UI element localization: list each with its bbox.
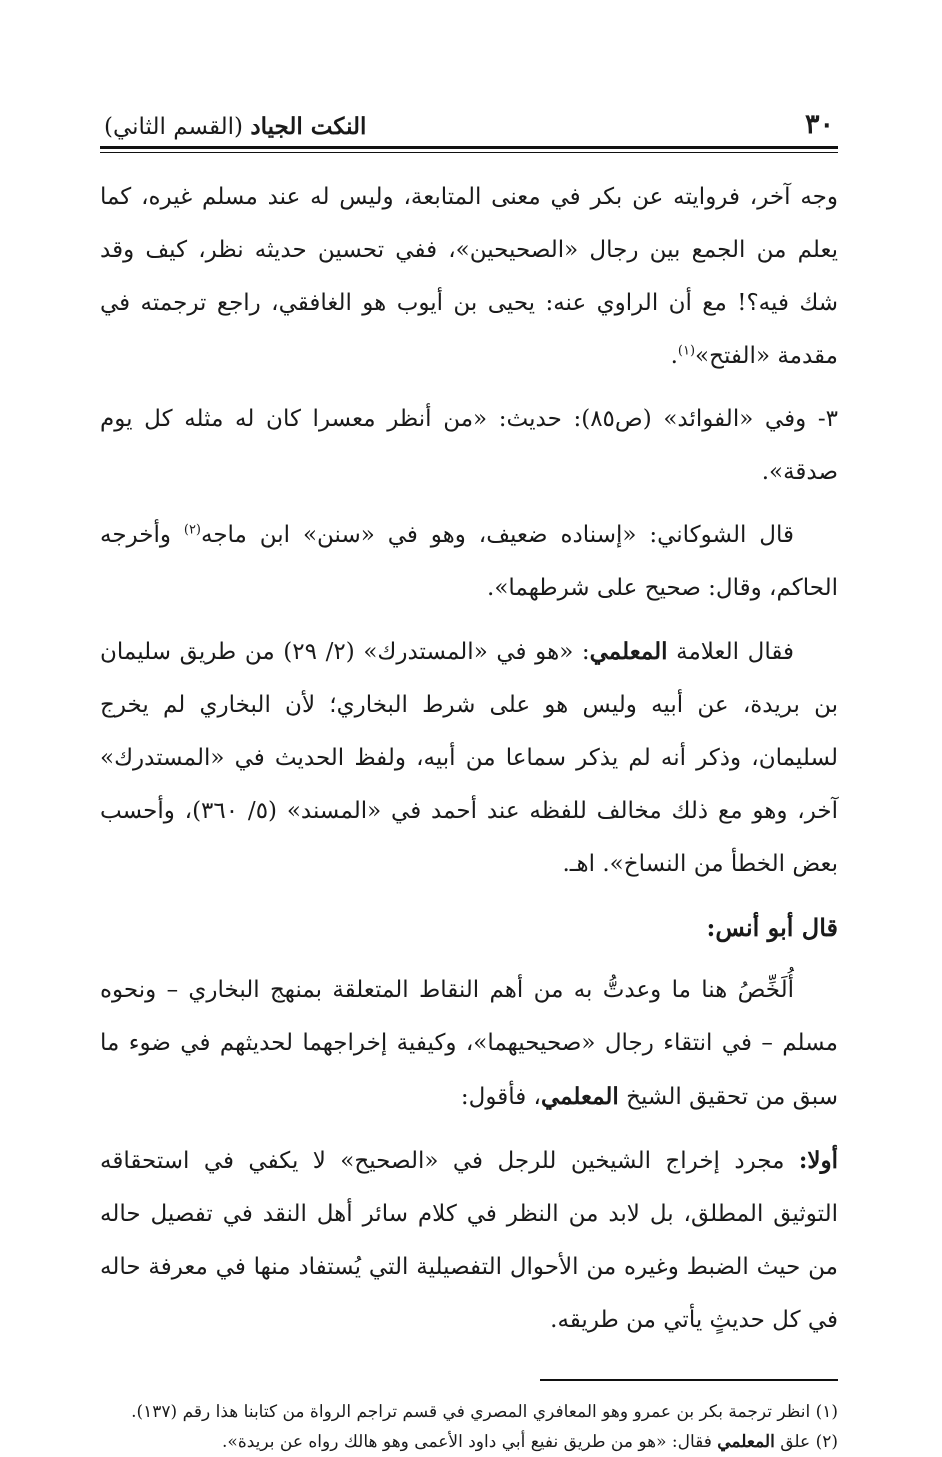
footnote-2 bbox=[100, 1427, 838, 1457]
paragraph-5-text-b: ، فأقول: bbox=[460, 1084, 541, 1110]
paragraph-3 bbox=[100, 509, 838, 615]
paragraph-4 bbox=[100, 625, 838, 891]
footnote-2-name: المعلمي bbox=[717, 1432, 775, 1452]
paragraph-3-text-b: وأخرجه الحاكم، وقال: صحيح على شرطهما». bbox=[100, 522, 838, 601]
paragraph-1-text: وجه آخر، فروايته عن بكر في معنى المتابعة، وليس له عند مسلم غيره، كما يعلم من الجمع بين رجال «الصحيحين»، ففي تحسين حديثه نظر، كيف وقد شك فيه؟! مع أن الراوي عنه: يحيى بن أيوب هو الغافقي، راجع ترجمته في مقدمة «الفتح» bbox=[100, 184, 838, 369]
footnote-ref-2: (٢) bbox=[183, 522, 201, 538]
header-rule-thick bbox=[100, 146, 838, 149]
footnote-1: (١) انظر ترجمة بكر بن عمرو وهو المعافري المصري في قسم تراجم الرواة من كتابنا هذا رقم (١٣٧). bbox=[131, 1402, 838, 1422]
paragraph-6 bbox=[100, 1134, 838, 1347]
paragraph-6-lead: أولا: bbox=[798, 1147, 838, 1174]
page-body bbox=[100, 171, 838, 1347]
section-heading: قال أبو أنس: bbox=[706, 913, 838, 942]
footnote-rule bbox=[540, 1379, 838, 1381]
footnote-ref-1: (١) bbox=[677, 343, 696, 359]
paragraph-1 bbox=[100, 171, 838, 383]
footnotes bbox=[100, 1397, 838, 1457]
running-title-bold: النكت الجياد bbox=[250, 113, 367, 140]
paragraph-3-text-a: قال الشوكاني: «إسناده ضعيف، وهو في «سنن» ابن ماجه bbox=[201, 522, 795, 548]
footnote-2-text-b: فقال: «هو من طريق نفيع أبي داود الأعمى وهو هالك رواه عن بريدة». bbox=[222, 1432, 718, 1452]
paragraph-4-text-a: فقال العلامة bbox=[667, 639, 794, 665]
page-number: ٣٠ bbox=[804, 109, 834, 140]
running-title-rest: (القسم الثاني) bbox=[104, 114, 244, 140]
paragraph-1-end: . bbox=[670, 343, 678, 369]
paragraph-4-text-b: : «هو في «المستدرك» (٢/ ٢٩) من طريق سليمان بن بريدة، عن أبيه وليس هو على شرط البخاري؛ لأن البخاري لم يخرج لسليمان، وذكر أنه لم يذكر سماعا من أبيه، ولفظ الحديث في «المستدرك» آخر، وهو مع ذلك مخالف للفظه عند أحمد في «المسند» (٥/ ٣٦٠)، وأحسب بعض الخطأ من النساخ». اهـ. bbox=[100, 639, 839, 877]
paragraph-5-name: المعلمي bbox=[540, 1083, 619, 1110]
paragraph-6-text: مجرد إخراج الشيخين للرجل في «الصحيح» لا يكفي في استحقاقه التوثيق المطلق، بل لابد من النظر في كلام سائر أهل النقد في تفصيل حاله من حيث الضبط وغيره من الأحوال التفصيلية التي يُستفاد منها في معرفة حاله في كل حديثٍ يأتي من طريقه. bbox=[100, 1148, 838, 1333]
header-rule-thin bbox=[100, 152, 838, 153]
running-title bbox=[104, 113, 366, 140]
paragraph-4-name: المعلمي bbox=[589, 638, 668, 665]
paragraph-5-text-a: أُلَخِّصُ هنا ما وعدتُّ به من أهم النقاط المتعلقة بمنهج البخاري – ونحوه مسلم – في انتقاء رجال «صحيحيهما»، وكيفية إخراجهما لحديثهم في ضوء ما سبق من تحقيق الشيخ bbox=[100, 977, 838, 1110]
page-header bbox=[100, 96, 838, 140]
footnote-2-text-a: (٢) علق bbox=[774, 1432, 838, 1452]
paragraph-5 bbox=[100, 964, 838, 1124]
paragraph-2: ٣- وفي «الفوائد» (ص٨٥): حديث: «من أنظر معسرا كان له مثله كل يوم صدقة». bbox=[100, 406, 838, 485]
